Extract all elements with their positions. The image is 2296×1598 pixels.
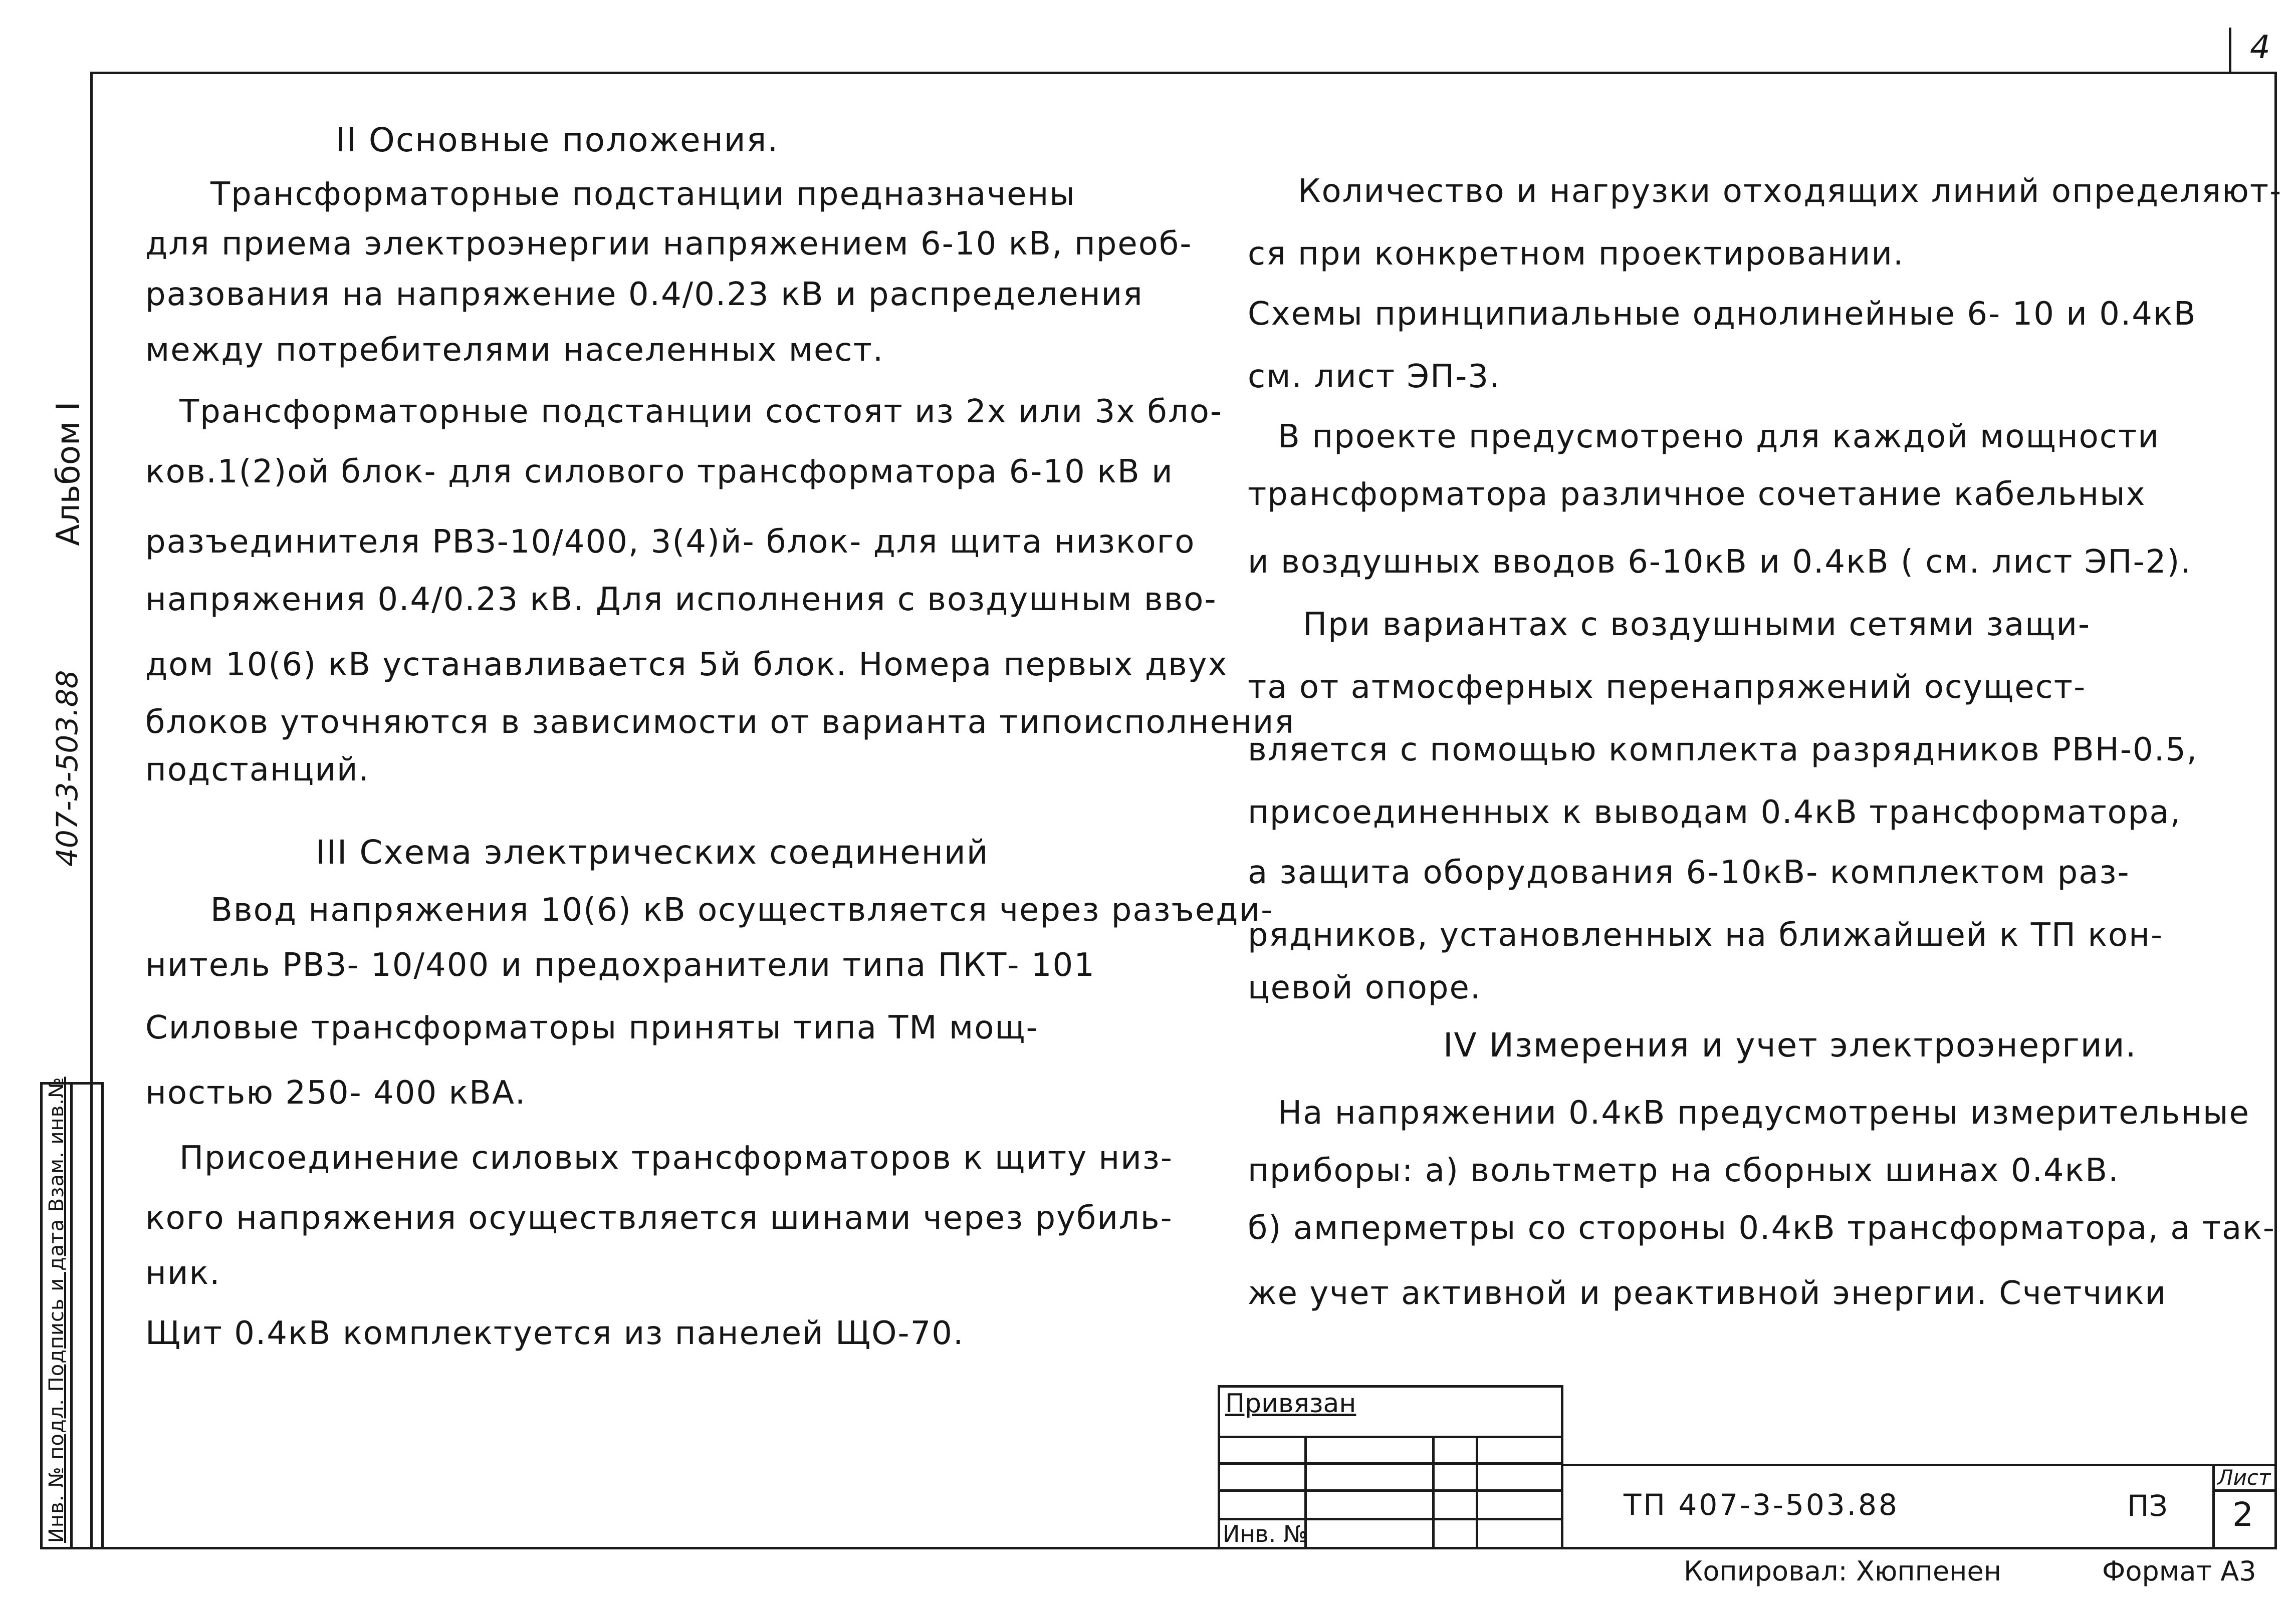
album-label: Альбом I — [50, 401, 87, 546]
text-line: дом 10(6) кВ устанавливается 5й блок. Номера первых двух — [145, 646, 1228, 683]
privyazan-row-line — [1218, 1436, 1563, 1438]
text-line: рядников, установленных на ближайшей к ТП кон- — [1248, 917, 2164, 954]
document-type: ПЗ — [2127, 1489, 2168, 1523]
text-line: а защита оборудования 6-10кВ- комплектом раз- — [1248, 854, 2130, 891]
text-line: для приема электроэнергии напряжением 6-10 кВ, преоб- — [145, 225, 1193, 262]
text-line: цевой опоре. — [1248, 969, 1482, 1006]
text-line: та от атмосферных перенапряжений осущест- — [1248, 669, 2087, 706]
text-line: На напряжении 0.4кВ предусмотрены измерительные — [1278, 1095, 2250, 1132]
text-line: блоков уточняются в зависимости от варианта типоисполнения — [145, 704, 1295, 741]
copied-by: Копировал: Хюппенен — [1684, 1555, 2001, 1587]
text-line: присоединенных к выводам 0.4кВ трансформатора, — [1248, 794, 2181, 831]
text-line: Ввод напряжения 10(6) кВ осуществляется через разъеди- — [210, 892, 1274, 929]
text-line: Щит 0.4кВ комплектуется из панелей ЩО-70. — [145, 1315, 965, 1352]
sheet-label: Лист — [2217, 1465, 2271, 1490]
privyazan-label: Привязан — [1225, 1389, 1356, 1419]
text-line: Присоединение силовых трансформаторов к щиту низ- — [179, 1140, 1173, 1177]
margin-project-code: 407-3-503.88 — [50, 670, 84, 867]
text-line: Трансформаторные подстанции предназначены — [210, 176, 1076, 213]
text-line: подстанций. — [145, 751, 370, 788]
inventory-number-label: Инв. № — [1223, 1520, 1307, 1547]
text-line: см. лист ЭП-3. — [1248, 358, 1501, 395]
text-line: же учет активной и реактивной энергии. Счетчики — [1248, 1275, 2167, 1312]
privyazan-col-line — [1432, 1436, 1435, 1549]
text-line: ся при конкретном проектировании. — [1248, 235, 1905, 273]
sheet-number: 2 — [2232, 1495, 2253, 1534]
text-line: приборы: а) вольтметр на сборных шинах 0.4кВ. — [1248, 1152, 2120, 1189]
text-line: кого напряжения осуществляется шинами через рубиль- — [145, 1200, 1173, 1237]
text-line: В проекте предусмотрено для каждой мощности — [1278, 418, 2160, 455]
text-line: Силовые трансформаторы приняты типа ТМ мощ- — [145, 1009, 1039, 1046]
text-line: Схемы принципиальные однолинейные 6- 10 и 0.4кВ — [1248, 296, 2197, 333]
document-code: ТП 407-3-503.88 — [1624, 1488, 1899, 1522]
page-number: 4 — [2250, 29, 2270, 66]
text-line: и воздушных вводов 6-10кВ и 0.4кВ ( см. лист ЭП-2). — [1248, 544, 2192, 581]
title-block-top-line — [1563, 1464, 2277, 1466]
text-line: напряжения 0.4/0.23 кВ. Для исполнения с воздушным вво- — [145, 581, 1217, 618]
section-3-heading: III Схема электрических соединений — [316, 833, 989, 872]
text-line: между потребителями населенных мест. — [145, 332, 884, 369]
privyazan-col-line — [1476, 1436, 1478, 1549]
privyazan-row-line — [1218, 1462, 1563, 1465]
text-line: нитель РВЗ- 10/400 и предохранители типа ПКТ- 101 — [145, 947, 1095, 984]
text-line: б) амперметры со стороны 0.4кВ трансформатора, а так- — [1248, 1210, 2275, 1247]
sheet-format: Формат А3 — [2102, 1555, 2256, 1587]
text-line: трансформатора различное сочетание кабельных — [1248, 476, 2146, 513]
text-line: ков.1(2)ой блок- для силового трансформатора 6-10 кВ и — [145, 453, 1174, 490]
text-line: вляется с помощью комплекта разрядников РВН-0.5, — [1248, 731, 2198, 768]
approval-stamp-labels: Инв. № подл. Подпись и дата Взам. инв.№ — [45, 1077, 68, 1543]
section-4-heading: IV Измерения и учет электроэнергии. — [1443, 1026, 2137, 1064]
text-line: ник. — [145, 1255, 221, 1292]
text-line: разъединителя РВЗ-10/400, 3(4)й- блок- для щита низкого — [145, 523, 1196, 561]
text-line: Количество и нагрузки отходящих линий определяют- — [1298, 173, 2282, 210]
text-line: При вариантах с воздушными сетями защи- — [1303, 606, 2091, 643]
text-line: Трансформаторные подстанции состоят из 2х или 3х бло- — [179, 393, 1223, 430]
sheet-cell-divider — [2212, 1464, 2215, 1549]
text-line: ностью 250- 400 кВА. — [145, 1075, 527, 1112]
section-2-heading: II Основные положения. — [336, 121, 779, 159]
text-line: разования на напряжение 0.4/0.23 кВ и распределения — [145, 276, 1143, 313]
privyazan-row-line — [1218, 1489, 1563, 1492]
